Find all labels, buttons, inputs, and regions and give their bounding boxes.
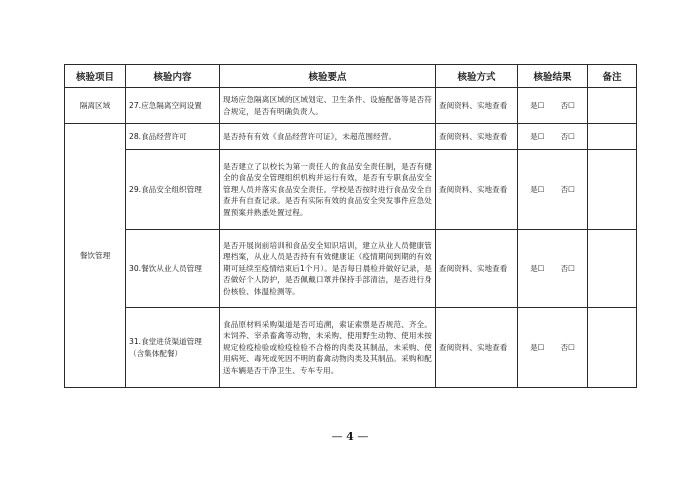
page-footer: — 4 — (331, 430, 369, 443)
header-item: 核验项目 (65, 65, 126, 88)
header-note: 备注 (588, 65, 637, 88)
table-row (65, 88, 637, 124)
content-cell: 29.食品安全组织管理 (126, 150, 220, 230)
table-header-row (65, 65, 637, 88)
content-cell: 30.餐饮从业人员管理 (126, 230, 220, 308)
result-yes-checkbox[interactable]: 是☐ (530, 342, 545, 352)
note-cell[interactable] (588, 150, 637, 230)
category-cell: 餐饮管理 (65, 124, 126, 388)
note-cell[interactable] (588, 124, 637, 150)
table-row (65, 230, 637, 308)
result-no-checkbox[interactable]: 否☐ (560, 342, 575, 352)
result-no-checkbox[interactable]: 否☐ (560, 263, 575, 273)
table-row (65, 308, 637, 388)
result-yes-checkbox[interactable]: 是☐ (530, 184, 545, 194)
note-cell[interactable] (588, 308, 637, 388)
key-points-cell: 是否开展岗前培训和食品安全知识培训，建立从业人员健康管理档案，从业人员是否持有有效健康证（疫情期间到期的有效期可延续至疫情结束后1个月）。是否每日晨检并做好记录，是否做好个人防护，是否佩戴口罩并保持手部清洁，是否进行身份核验、体温检测等。 (220, 230, 436, 308)
note-cell[interactable] (588, 88, 637, 124)
header-key-points: 核验要点 (220, 65, 436, 88)
header-result: 核验结果 (518, 65, 588, 88)
category-cell: 隔离区域 (65, 88, 126, 124)
note-cell[interactable] (588, 230, 637, 308)
result-cell (518, 308, 588, 388)
method-cell: 查阅资料、实地查看 (436, 230, 518, 308)
result-yes-checkbox[interactable]: 是☐ (530, 263, 545, 273)
key-points-cell: 是否持有有效《食品经营许可证》，未超范围经营。 (220, 124, 436, 150)
key-points-cell: 是否建立了以校长为第一责任人的食品安全责任制，是否有健全的食品安全管理组织机构并运行有效，是否有专职食品安全管理人员并落实食品安全责任。学校是否按时进行食品安全自查并有自查记录。是否有实际有效的食品安全突发事件应急处置预案并熟悉处置过程。 (220, 150, 436, 230)
content-cell: 31.食堂进货渠道管理（含集体配餐） (126, 308, 220, 388)
result-cell (518, 150, 588, 230)
header-method: 核验方式 (436, 65, 518, 88)
content-cell: 27.应急隔离空间设置 (126, 88, 220, 124)
verification-table (64, 64, 637, 388)
key-points-cell: 食品原材料采购渠道是否可追溯，索证索票是否规范、齐全。未饲养、宰杀畜禽等动物，未采购、使用野生动物、使用未按规定检疫检验或检疫检验不合格的肉类及其制品，未采购、使用病死、毒死或死因不明的畜禽动物肉类及其制品。采购和配送车辆是否干净卫生、专车专用。 (220, 308, 436, 388)
method-cell: 查阅资料、实地查看 (436, 124, 518, 150)
page-number: 4 (346, 430, 354, 443)
result-yes-checkbox[interactable]: 是☐ (530, 131, 545, 141)
content-cell: 28.食品经营许可 (126, 124, 220, 150)
method-cell: 查阅资料、实地查看 (436, 88, 518, 124)
result-cell (518, 88, 588, 124)
header-content: 核验内容 (126, 65, 220, 88)
table-row (65, 124, 637, 150)
table-row (65, 150, 637, 230)
key-points-cell: 现场应急隔离区域的区域划定、卫生条件、设施配备等是否符合规定，是否有明确负责人。 (220, 88, 436, 124)
result-cell (518, 230, 588, 308)
method-cell: 查阅资料、实地查看 (436, 150, 518, 230)
result-yes-checkbox[interactable]: 是☐ (530, 100, 545, 110)
result-no-checkbox[interactable]: 否☐ (560, 131, 575, 141)
result-cell (518, 124, 588, 150)
method-cell: 查阅资料、实地查看 (436, 308, 518, 388)
result-no-checkbox[interactable]: 否☐ (560, 184, 575, 194)
result-no-checkbox[interactable]: 否☐ (560, 100, 575, 110)
